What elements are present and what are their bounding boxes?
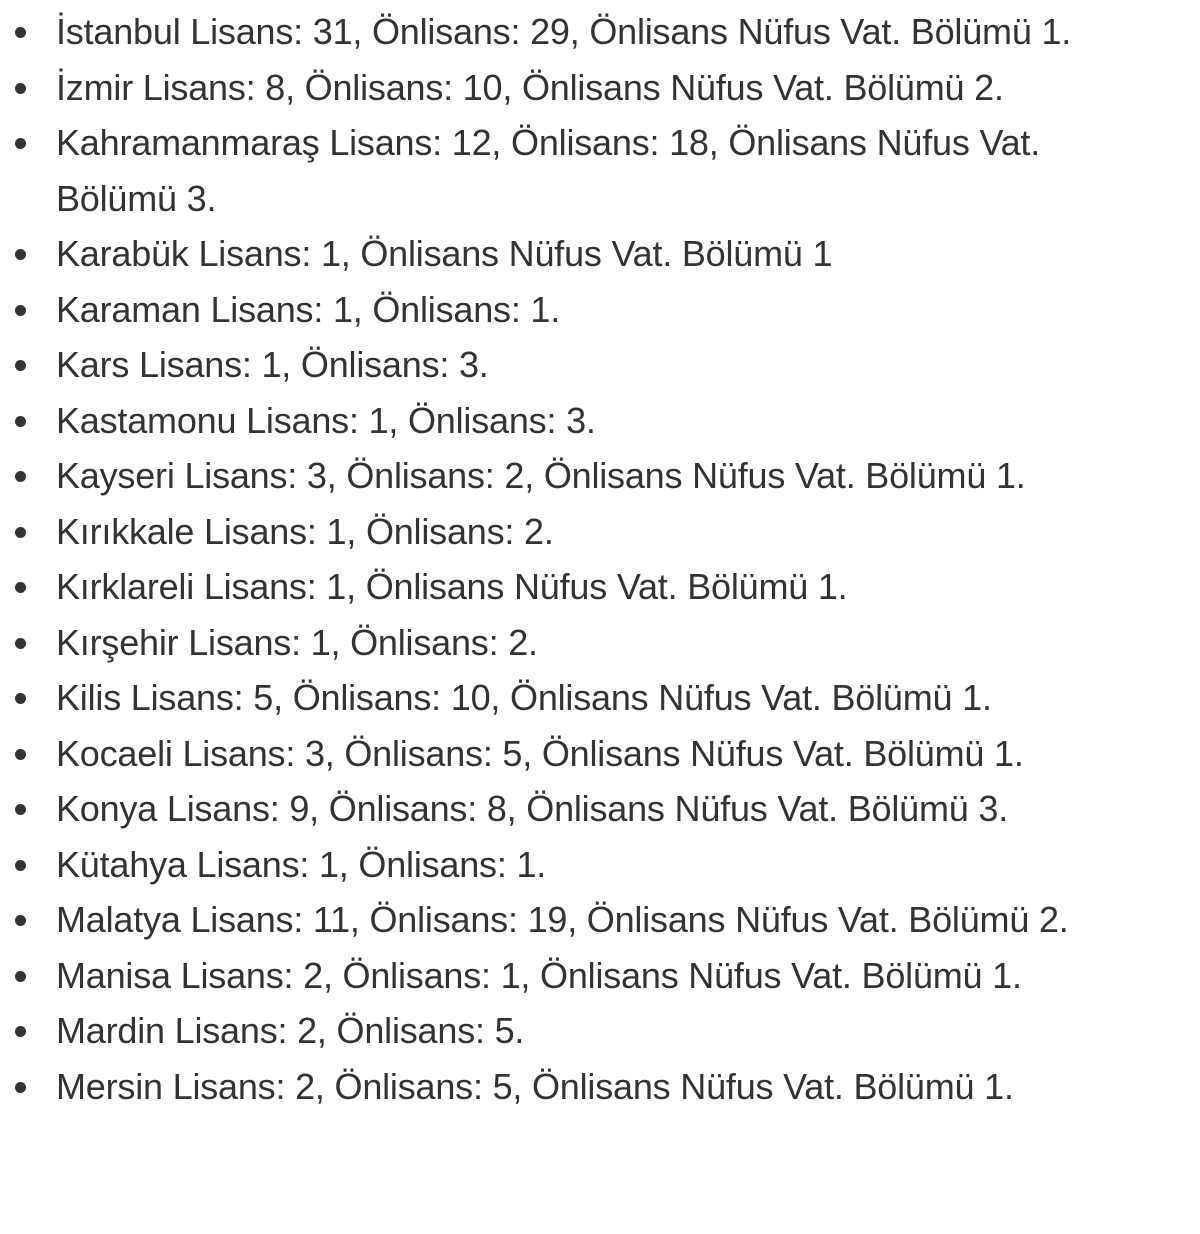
list-item-kocaeli [0, 726, 1200, 782]
bullet-icon [15, 804, 26, 815]
list-item-text: Kırklareli Lisans: 1, Önlisans Nüfus Vat. Bölümü 1. [56, 566, 848, 607]
list-item-kirklareli [0, 559, 1200, 615]
list-item-text: Mardin Lisans: 2, Önlisans: 5. [56, 1010, 525, 1051]
list-item-konya [0, 781, 1200, 837]
bullet-icon [15, 693, 26, 704]
list-item-text: Konya Lisans: 9, Önlisans: 8, Önlisans Nüfus Vat. Bölümü 3. [56, 788, 1009, 829]
bullet-icon [15, 27, 26, 38]
list-item-karaman [0, 282, 1200, 338]
bulleted-list [0, 4, 1200, 1114]
list-item-karabuk [0, 226, 1200, 282]
list-item-text: İzmir Lisans: 8, Önlisans: 10, Önlisans Nüfus Vat. Bölümü 2. [56, 66, 1004, 108]
bullet-icon [15, 138, 26, 149]
list-item-text: Kırşehir Lisans: 1, Önlisans: 2. [56, 621, 538, 663]
bullet-icon [15, 638, 26, 649]
list-item-text: Kayseri Lisans: 3, Önlisans: 2, Önlisans Nüfus Vat. Bölümü 1. [56, 455, 1026, 496]
list-item-manisa [0, 948, 1200, 1004]
list-item-text: Kocaeli Lisans: 3, Önlisans: 5, Önlisans Nüfus Vat. Bölümü 1. [56, 732, 1024, 774]
bullet-icon [15, 749, 26, 760]
list-item-text: Kars Lisans: 1, Önlisans: 3. [56, 344, 489, 385]
bullet-icon [15, 527, 26, 538]
bullet-icon [15, 305, 26, 316]
list-item-kilis [0, 670, 1200, 726]
bullet-icon [15, 582, 26, 593]
list-item-kastamonu [0, 393, 1200, 449]
list-item-kars [0, 337, 1200, 393]
bullet-icon [15, 1026, 26, 1037]
list-item-text: Karabük Lisans: 1, Önlisans Nüfus Vat. Bölümü 1 [56, 233, 833, 274]
bullet-icon [15, 860, 26, 871]
list-item-text: Manisa Lisans: 2, Önlisans: 1, Önlisans Nüfus Vat. Bölümü 1. [56, 954, 1022, 996]
list-item-text: Kütahya Lisans: 1, Önlisans: 1. [56, 843, 547, 885]
list-item-kahramanmaras [0, 115, 1200, 226]
bullet-icon [15, 416, 26, 427]
list-item-mersin [0, 1059, 1200, 1115]
list-item-mardin [0, 1003, 1200, 1059]
bullet-icon [15, 1082, 26, 1093]
bullet-icon [15, 915, 26, 926]
list-item-text: Kastamonu Lisans: 1, Önlisans: 3. [56, 399, 596, 441]
list-item-text: Kilis Lisans: 5, Önlisans: 10, Önlisans Nüfus Vat. Bölümü 1. [56, 677, 992, 718]
list-item-kirsehir [0, 615, 1200, 671]
list-item-text: Kırıkkale Lisans: 1, Önlisans: 2. [56, 510, 554, 552]
list-item-kayseri [0, 448, 1200, 504]
list-item-kutahya [0, 837, 1200, 893]
bullet-icon [15, 249, 26, 260]
list-item-text: Malatya Lisans: 11, Önlisans: 19, Önlisans Nüfus Vat. Bölümü 2. [56, 899, 1069, 940]
list-item-text: Mersin Lisans: 2, Önlisans: 5, Önlisans Nüfus Vat. Bölümü 1. [56, 1065, 1014, 1107]
list-item-kirikkale [0, 504, 1200, 560]
bullet-icon [15, 971, 26, 982]
bullet-icon [15, 83, 26, 94]
list-item-text: Karaman Lisans: 1, Önlisans: 1. [56, 288, 561, 330]
bullet-icon [15, 471, 26, 482]
list-item-malatya [0, 892, 1200, 948]
list-item-istanbul [0, 4, 1200, 60]
bullet-icon [15, 360, 26, 371]
list-item-text: İstanbul Lisans: 31, Önlisans: 29, Önlisans Nüfus Vat. Bölümü 1. [56, 11, 1072, 52]
list-item-izmir [0, 60, 1200, 116]
list-item-text: Kahramanmaraş Lisans: 12, Önlisans: 18, Önlisans Nüfus Vat. Bölümü 3. [56, 122, 1041, 219]
